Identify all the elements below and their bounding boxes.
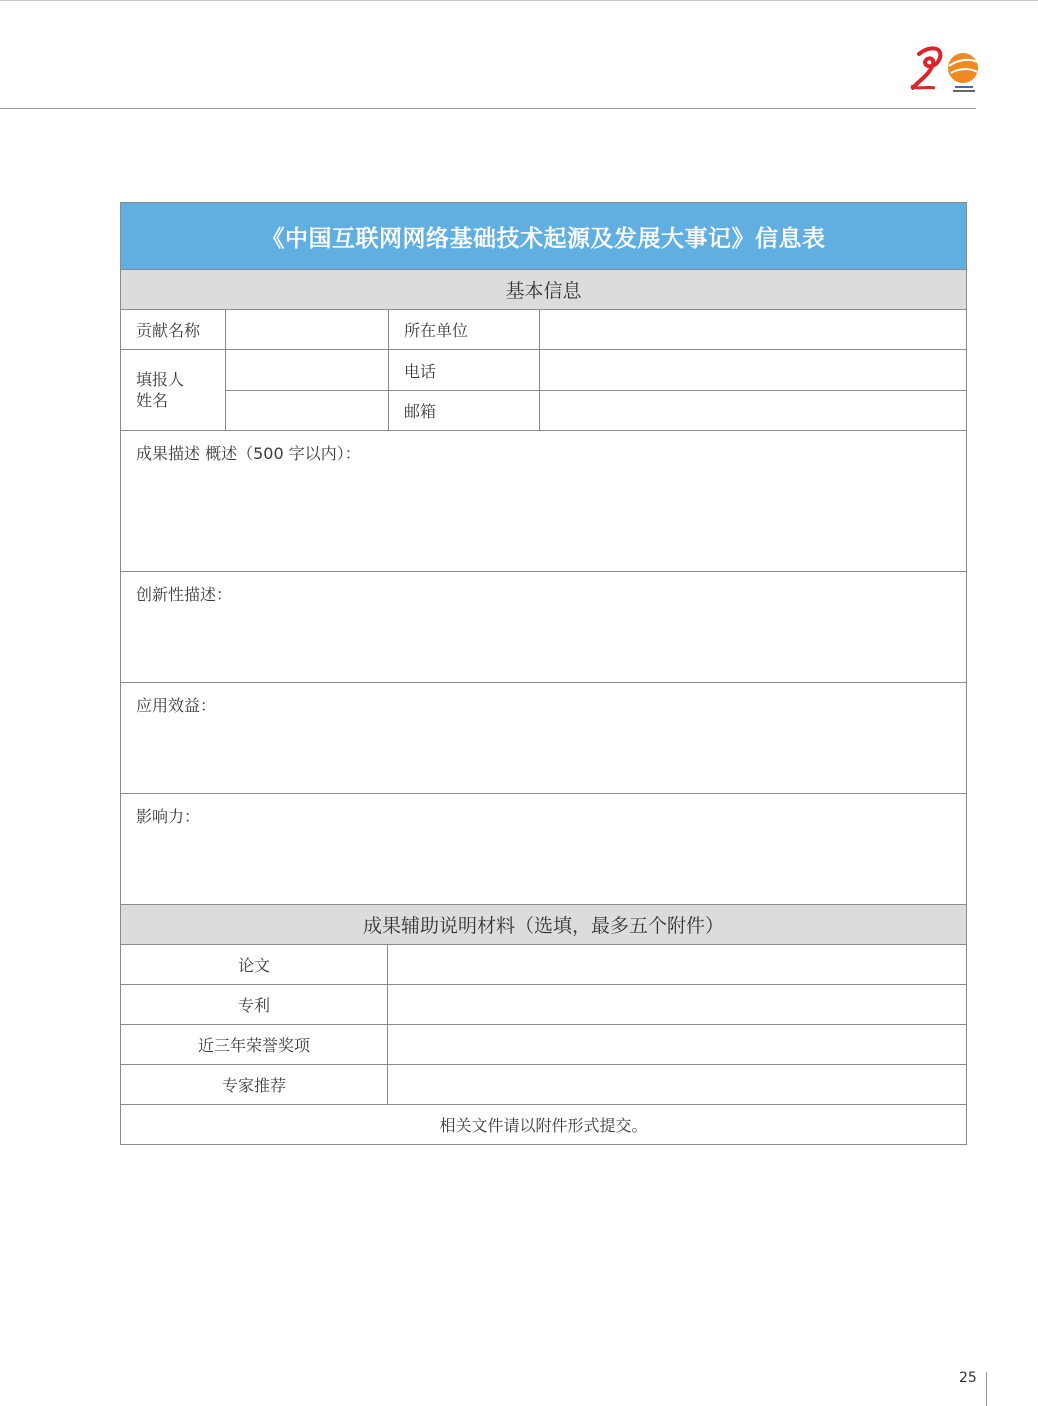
organization-label: 所在单位 bbox=[388, 310, 539, 349]
patent-field[interactable] bbox=[387, 985, 966, 1024]
reporter-label-line1: 填报人 bbox=[136, 370, 185, 389]
contribution-name-label: 贡献名称 bbox=[136, 321, 201, 340]
awards-field[interactable] bbox=[387, 1025, 966, 1064]
attachment-row-paper bbox=[121, 944, 966, 984]
email-field[interactable] bbox=[539, 391, 966, 430]
innovation-field[interactable] bbox=[121, 571, 966, 682]
section-basic-info bbox=[121, 269, 966, 309]
organization-field[interactable] bbox=[539, 310, 966, 349]
attachment-note: 相关文件请以附件形式提交。 bbox=[439, 1116, 648, 1135]
contribution-name-field[interactable] bbox=[225, 310, 388, 349]
page-number: 25 bbox=[959, 1370, 977, 1386]
influence-field[interactable] bbox=[121, 793, 966, 904]
reporter-name-field[interactable] bbox=[226, 350, 388, 390]
reporter-name-field-2[interactable] bbox=[226, 391, 388, 430]
form-title-row bbox=[121, 203, 966, 269]
application-benefit-label: 应用效益： bbox=[136, 696, 217, 715]
expert-recommendation-field[interactable] bbox=[387, 1065, 966, 1104]
reporter-name-label bbox=[121, 350, 225, 430]
reporter-label-line2: 姓名 bbox=[136, 391, 169, 410]
info-form-table bbox=[120, 202, 967, 1145]
expert-recommendation-label: 专家推荐 bbox=[221, 1076, 286, 1095]
awards-label: 近三年荣誉奖项 bbox=[197, 1036, 310, 1055]
paper-label: 论文 bbox=[237, 956, 270, 975]
row-reporter bbox=[121, 349, 966, 430]
row-contribution bbox=[121, 309, 966, 349]
phone-field[interactable] bbox=[539, 350, 966, 390]
attachment-note-row bbox=[121, 1104, 966, 1144]
section-attachments-title: 成果辅助说明材料（选填，最多五个附件） bbox=[362, 915, 724, 937]
form-title: 《中国互联网网络基础技术起源及发展大事记》信息表 bbox=[261, 225, 826, 252]
application-benefit-field[interactable] bbox=[121, 682, 966, 793]
reporter-fields bbox=[225, 350, 966, 430]
achievement-summary-label: 成果描述 概述（500 字以内）： bbox=[136, 444, 361, 463]
section-basic-title: 基本信息 bbox=[505, 280, 582, 302]
email-label: 邮箱 bbox=[388, 391, 539, 430]
top-rule bbox=[0, 0, 1038, 1]
paper-field[interactable] bbox=[387, 945, 966, 984]
phone-label: 电话 bbox=[388, 350, 539, 390]
achievement-summary-field[interactable] bbox=[121, 430, 966, 571]
row-phone bbox=[226, 350, 966, 390]
section-attachments bbox=[121, 904, 966, 944]
innovation-label: 创新性描述： bbox=[136, 585, 233, 604]
header-rule bbox=[0, 108, 976, 109]
influence-label: 影响力： bbox=[136, 807, 201, 826]
attachment-row-expert bbox=[121, 1064, 966, 1104]
page-number-divider bbox=[986, 1372, 987, 1406]
attachment-row-patent bbox=[121, 984, 966, 1024]
row-email bbox=[226, 390, 966, 430]
anniversary-logo-icon bbox=[905, 42, 983, 98]
attachment-row-awards bbox=[121, 1024, 966, 1064]
patent-label: 专利 bbox=[237, 996, 270, 1015]
